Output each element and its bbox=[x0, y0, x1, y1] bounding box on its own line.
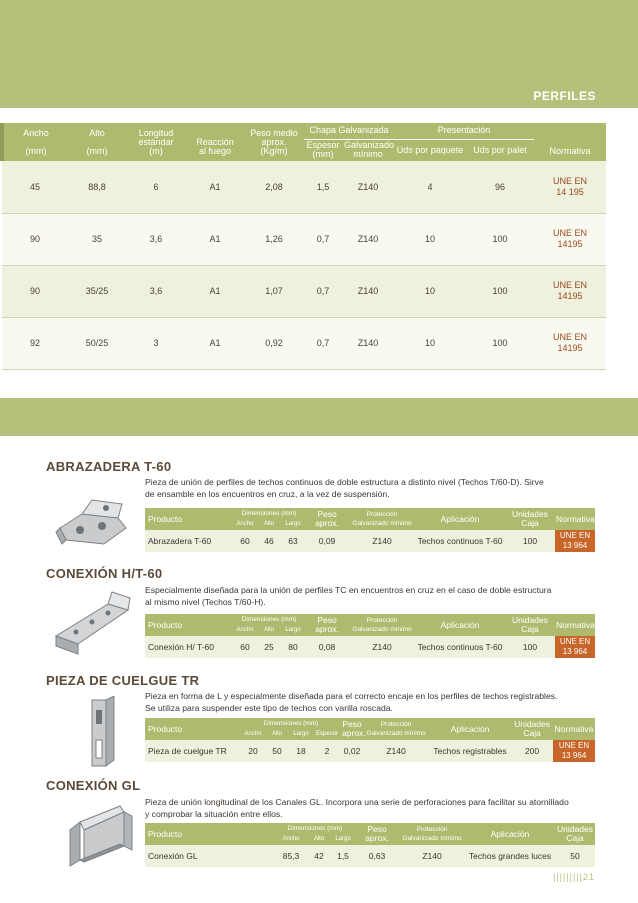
cell-ancho: 90 bbox=[2, 213, 68, 265]
product-title-conexion-ht: CONEXIÓN H/T-60 bbox=[46, 566, 163, 581]
cell-uds-paquete: 4 bbox=[394, 161, 466, 213]
col-reaccion: Reacción al fuego bbox=[186, 123, 244, 161]
conexion-gl-image bbox=[60, 800, 140, 870]
cell-galvanizado: Z140 bbox=[342, 213, 394, 265]
description-conexion-gl: Pieza de unión longitudinal de los Canales GL. Incorpora una serie de perforaciones para facilitar su atornillado y comprobar la situación entre ellos. bbox=[145, 797, 569, 819]
table-row bbox=[2, 317, 606, 369]
table-row bbox=[2, 265, 606, 317]
cell-reaccion: A1 bbox=[186, 265, 244, 317]
cell-espesor: 0,7 bbox=[304, 265, 342, 317]
table-row bbox=[2, 213, 606, 265]
cell-uds-palet: 96 bbox=[466, 161, 534, 213]
page-number: |||||||||21 bbox=[552, 872, 595, 882]
col-longitud: Longitud estándar (m) bbox=[126, 123, 186, 161]
cell-galvanizado: Z140 bbox=[342, 161, 394, 213]
table-row: Conexión H/ T-60 60 25 80 0,08 Z140 Techos continuos T-60 100 UNE EN 13 964 bbox=[145, 636, 595, 658]
cell-uds-palet: 100 bbox=[466, 213, 534, 265]
col-presentacion: Presentación bbox=[394, 123, 534, 139]
cell-normativa: UNE EN 14195 bbox=[534, 317, 606, 369]
cell-reaccion: A1 bbox=[186, 213, 244, 265]
description-abrazadera: Pieza de unión de perfiles de techos continuos de doble estructura a distinto nivel (Techos T/60-D). Sirve de ensamble en los encuentros en cruz, a la vez de suspensión. bbox=[145, 477, 544, 499]
product-table-conexion-gl: Producto Dimensiones (mm) Peso aprox. Protección Galvanizado mínimo Aplicación Unidades Caja Ancho Alto Largo Conexión GL 85,3 42 1,5 0,63 Z140 Techos grandes luces 50 bbox=[145, 823, 595, 867]
cell-alto: 88,8 bbox=[68, 161, 126, 213]
cuelgue-image bbox=[84, 696, 120, 770]
cell-reaccion: A1 bbox=[186, 161, 244, 213]
product-title-cuelgue: PIEZA DE CUELGUE TR bbox=[46, 673, 200, 688]
cell-normativa: UNE EN 14 195 bbox=[534, 161, 606, 213]
col-ancho: Ancho (mm) bbox=[2, 123, 68, 161]
cell-peso: 1,07 bbox=[244, 265, 304, 317]
cell-espesor: 1,5 bbox=[304, 161, 342, 213]
abrazadera-image bbox=[52, 494, 132, 550]
cell-alto: 50/25 bbox=[68, 317, 126, 369]
header-band bbox=[0, 0, 638, 108]
product-title-conexion-gl: CONEXIÓN GL bbox=[46, 778, 141, 793]
col-alto: Alto (mm) bbox=[68, 123, 126, 161]
col-chapa-galvanizada: Chapa Galvanizada bbox=[304, 123, 394, 139]
cell-reaccion: A1 bbox=[186, 317, 244, 369]
cell-longitud: 3,6 bbox=[126, 265, 186, 317]
description-cuelgue: Pieza en forma de L y especialmente diseñada para el correcto encaje en los perfiles de techos registrables. Se utiliza para suspender este tipo de techos con varilla roscada. bbox=[145, 691, 558, 713]
cell-longitud: 3,6 bbox=[126, 213, 186, 265]
cell-galvanizado: Z140 bbox=[342, 265, 394, 317]
description-conexion-ht: Especialmente diseñada para la unión de perfiles TC en encuentros en cruz en el caso de doble estructura al mismo nivel (Techos T/60-H). bbox=[145, 585, 552, 607]
product-table-cuelgue: Producto Dimensiones (mm) Peso aprox. Protección Galvanizado mínimo Aplicación Unidades Caja Normativa Ancho Alto Largo Espesor Pieza de cuelgue TR 20 50 18 2 0,02 Z140 Techos registrables 200 UNE EN 13 964 bbox=[145, 718, 595, 762]
cell-ancho: 90 bbox=[2, 265, 68, 317]
cell-uds-palet: 100 bbox=[466, 317, 534, 369]
cell-uds-paquete: 10 bbox=[394, 213, 466, 265]
cell-normativa: UNE EN 14195 bbox=[534, 265, 606, 317]
col-normativa: Normativa bbox=[534, 123, 606, 161]
col-peso: Peso medio aprox. (Kg/m) bbox=[244, 123, 304, 161]
table-row: Conexión GL 85,3 42 1,5 0,63 Z140 Techos grandes luces 50 bbox=[145, 845, 595, 867]
table-row: Abrazadera T-60 60 46 63 0,09 Z140 Techos continuos T-60 100 UNE EN 13 964 bbox=[145, 530, 595, 552]
section-heading-perfiles: PERFILES bbox=[533, 89, 596, 103]
col-galvanizado: Galvanizado mínimo bbox=[344, 140, 395, 160]
cell-longitud: 3 bbox=[126, 317, 186, 369]
cell-uds-paquete: 10 bbox=[394, 317, 466, 369]
cell-peso: 0,92 bbox=[244, 317, 304, 369]
cell-alto: 35 bbox=[68, 213, 126, 265]
profiles-table bbox=[0, 123, 606, 370]
cell-ancho: 45 bbox=[2, 161, 68, 213]
cell-peso: 1,26 bbox=[244, 213, 304, 265]
cell-espesor: 0,7 bbox=[304, 317, 342, 369]
table-row bbox=[2, 161, 606, 213]
col-espesor: Espesor (mm) bbox=[304, 139, 342, 161]
cell-ancho: 92 bbox=[2, 317, 68, 369]
product-table-abrazadera: Producto Dimensiones (mm) Peso aprox. Protección Galvanizado mínimo Aplicación Unidades Caja Normativa Ancho Alto Largo Abrazadera T-60 60 46 63 0,09 Z140 Techos continuos T-60 100 UNE EN 13 964 bbox=[145, 508, 595, 552]
product-table-conexion-ht: Producto Dimensiones (mm) Peso aprox. Protección Galvanizado mínimo Aplicación Unidades Caja Normativa Ancho Alto Largo Conexión H/ T-60 60 25 80 0,08 Z140 Techos continuos T-60 100 UNE EN 13 964 bbox=[145, 614, 595, 658]
col-uds-paquete: Uds por paquete bbox=[394, 139, 466, 161]
table-row: Pieza de cuelgue TR 20 50 18 2 0,02 Z140 Techos registrables 200 UNE EN 13 964 bbox=[145, 740, 595, 762]
cell-longitud: 6 bbox=[126, 161, 186, 213]
product-title-abrazadera: ABRAZADERA T-60 bbox=[46, 459, 172, 474]
cell-peso: 2,08 bbox=[244, 161, 304, 213]
conexion-ht-image bbox=[50, 590, 136, 660]
cell-galvanizado: Z140 bbox=[342, 317, 394, 369]
cell-espesor: 0,7 bbox=[304, 213, 342, 265]
col-uds-palet: Uds por palet bbox=[466, 139, 534, 161]
divider-band bbox=[0, 398, 638, 436]
cell-uds-paquete: 10 bbox=[394, 265, 466, 317]
cell-alto: 35/25 bbox=[68, 265, 126, 317]
cell-normativa: UNE EN 14195 bbox=[534, 213, 606, 265]
cell-uds-palet: 100 bbox=[466, 265, 534, 317]
